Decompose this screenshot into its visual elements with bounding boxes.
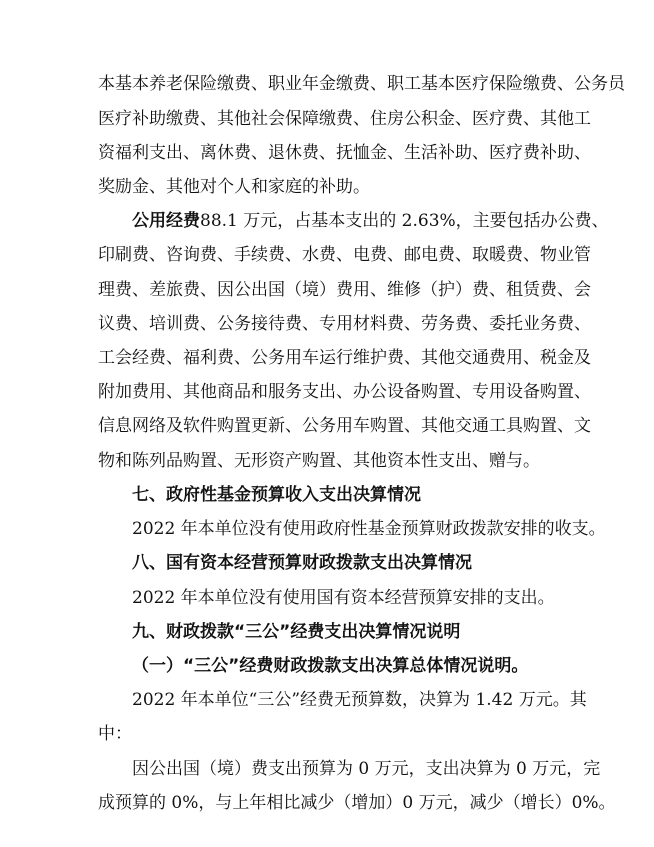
paragraph-line: 印刷费、咨询费、手续费、水费、电费、邮电费、取暖费、物业管 bbox=[98, 245, 591, 265]
paragraph-line: 中： bbox=[98, 724, 132, 744]
paragraph-line: 奖励金、其他对个人和家庭的补助。 bbox=[98, 177, 370, 197]
section-heading-8: 八、国有资本经营预算财政拨款支出决算情况 bbox=[132, 553, 472, 573]
paragraph-line: 成预算的 0%，与上年相比减少（增加）0 万元，减少（增长）0%。 bbox=[98, 793, 616, 813]
paragraph-line: 理费、差旅费、因公出国（境）费用、维修（护）费、租赁费、会 bbox=[98, 280, 591, 300]
section-7-text: 2022 年本单位没有使用政府性基金预算财政拨款安排的收支。 bbox=[132, 519, 606, 539]
section-9-subtitle: （一）“三公”经费财政拨款支出决算总体情况说明。 bbox=[132, 656, 529, 676]
public-funds-first-line bbox=[132, 206, 609, 236]
public-funds-first-text: 88.1 万元，占基本支出的 2.63%，主要包括办公费、 bbox=[200, 211, 609, 231]
paragraph-line: 附加费用、其他商品和服务支出、办公设备购置、专用设备购置、 bbox=[98, 382, 591, 402]
paragraph-line: 医疗补助缴费、其他社会保障缴费、住房公积金、医疗费、其他工 bbox=[98, 109, 591, 129]
paragraph-line: 议费、培训费、公务接待费、专用材料费、劳务费、委托业务费、 bbox=[98, 314, 591, 334]
paragraph-line: 工会经费、福利费、公务用车运行维护费、其他交通费用、税金及 bbox=[98, 348, 591, 368]
paragraph-line: 2022 年本单位“三公”经费无预算数，决算为 1.42 万元。其 bbox=[132, 690, 587, 710]
public-funds-lead: 公用经费 bbox=[132, 211, 200, 231]
paragraph-line: 资福利支出、离休费、退休费、抚恤金、生活补助、医疗费补助、 bbox=[98, 143, 591, 163]
section-8-text: 2022 年本单位没有使用国有资本经营预算安排的支出。 bbox=[132, 588, 555, 608]
section-heading-7: 七、政府性基金预算收入支出决算情况 bbox=[132, 485, 421, 505]
paragraph-line: 物和陈列品购置、无形资产购置、其他资本性支出、赠与。 bbox=[98, 451, 540, 471]
section-heading-9: 九、财政拨款“三公”经费支出决算情况说明 bbox=[132, 622, 461, 642]
paragraph-line: 信息网络及软件购置更新、公务用车购置、其他交通工具购置、文 bbox=[98, 416, 591, 436]
paragraph-line: 本基本养老保险缴费、职业年金缴费、职工基本医疗保险缴费、公务员 bbox=[98, 74, 625, 94]
paragraph-line: 因公出国（境）费支出预算为 0 万元，支出决算为 0 万元，完 bbox=[132, 759, 601, 779]
